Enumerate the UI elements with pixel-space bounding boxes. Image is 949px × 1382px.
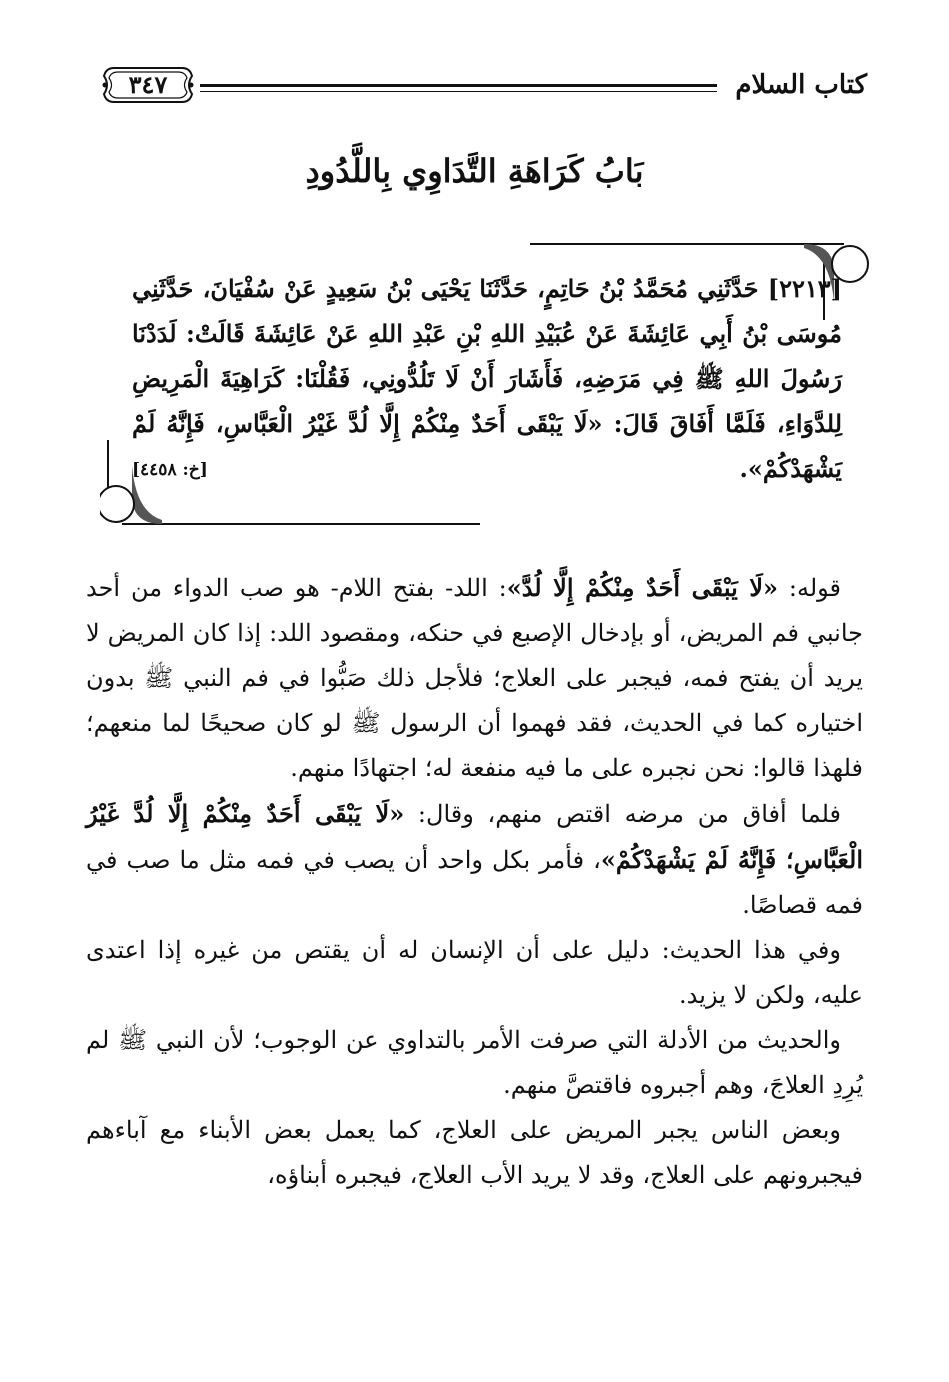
hadith-number: [٢٢١٣] [767, 274, 842, 303]
commentary-paragraph [86, 791, 863, 928]
header-rule-thin [200, 91, 717, 92]
page-number: ٣٤٧ [128, 70, 168, 99]
header-rule-thick [200, 84, 717, 87]
commentary-text: : اللد- بفتح اللام- هو صب الدواء من أحد جانبي فم المريض، أو بإدخال الإصبع في حنكه، ومقصود اللد: إذا كان المريض لا يريد أن يفتح فمه، فيجبر على العلاج؛ فلأجل ذلك صَبُّوا في فم النبي ﷺ بدون اختياره كما في الحديث، فقد فهموا أن الرسول ﷺ لو كان صحيحًا لما منعهم؛ فلهذا قالوا: نحن نجبره على ما فيه منفعة له؛ اجتهادًا منهم. [86, 574, 864, 782]
commentary-text: ، فأمر بكل واحد أن يصب في فمه مثل ما صب في فمه قصاصًا. [86, 846, 863, 919]
hadith-reference: [خ: ٤٤٥٨] [132, 460, 208, 480]
commentary-lead: قوله: [778, 574, 842, 602]
hadith-box [100, 240, 870, 532]
running-header [100, 62, 867, 112]
hadith-quote: «لَا يَبْقَى أَحَدٌ مِنْكُمْ إِلَّا لُدَّ» [506, 573, 779, 602]
book-title: كتاب السلام [735, 70, 867, 100]
chapter-title: بَابُ كَرَاهَةِ التَّدَاوِي بِاللَّدُودِ [305, 152, 644, 190]
commentary-lead: فلما أفاق من مرضه اقتص منهم، وقال: [404, 800, 841, 828]
commentary-paragraph: وفي هذا الحديث: دليل على أن الإنسان له أن يقتص من غيره إذا اعتدى عليه، ولكن لا يزيد. [86, 936, 863, 1009]
commentary [86, 565, 863, 1198]
page-number-ornament [100, 62, 196, 108]
hadith-text-block [132, 266, 842, 493]
commentary-paragraph: والحديث من الأدلة التي صرفت الأمر بالتداوي عن الوجوب؛ لأن النبي ﷺ لم يُرِدِ العلاجَ، وهم أجبروه فاقتصَّ منهم. [86, 1026, 863, 1099]
hadith-body: حَدَّثَنِي مُحَمَّدُ بْنُ حَاتِمٍ، حَدَّثَنَا يَحْيَى بْنُ سَعِيدٍ عَنْ سُفْيَانَ، حَدَّثَنِي مُوسَى بْنُ أَبِي عَائِشَةَ عَنْ عُبَيْدِ اللهِ بْنِ عَبْدِ اللهِ عَنْ عَائِشَةَ قَالَتْ: لَدَدْنَا رَسُولَ اللهِ ﷺ فِي مَرَضِهِ، فَأَشَارَ أَنْ لَا تَلُدُّونِي، فَقُلْنَا: كَرَاهِيَةَ الْمَرِيضِ لِلدَّوَاءِ، فَلَمَّا أَفَاقَ قَالَ: «لَا يَبْقَى أَحَدٌ مِنْكُمْ إِلَّا لُدَّ غَيْرُ الْعَبَّاسِ، فَإِنَّهُ لَمْ يَشْهَدْكُمْ». [132, 274, 843, 483]
hadith-quote: «لَا يَبْقَى أَحَدٌ مِنْكُمْ إِلَّا لُدَّ غَيْرُ الْعَبَّاسِ؛ فَإِنَّهُ لَمْ يَشْهَدْكُمْ» [86, 799, 863, 874]
commentary-paragraph [86, 565, 863, 791]
commentary-paragraph: وبعض الناس يجبر المريض على العلاج، كما يعمل بعض الأبناء مع آباءهم فيجبرونهم على العلاج، وقد لا يريد الأب العلاج، فيجبره أبناؤه، [86, 1116, 863, 1189]
